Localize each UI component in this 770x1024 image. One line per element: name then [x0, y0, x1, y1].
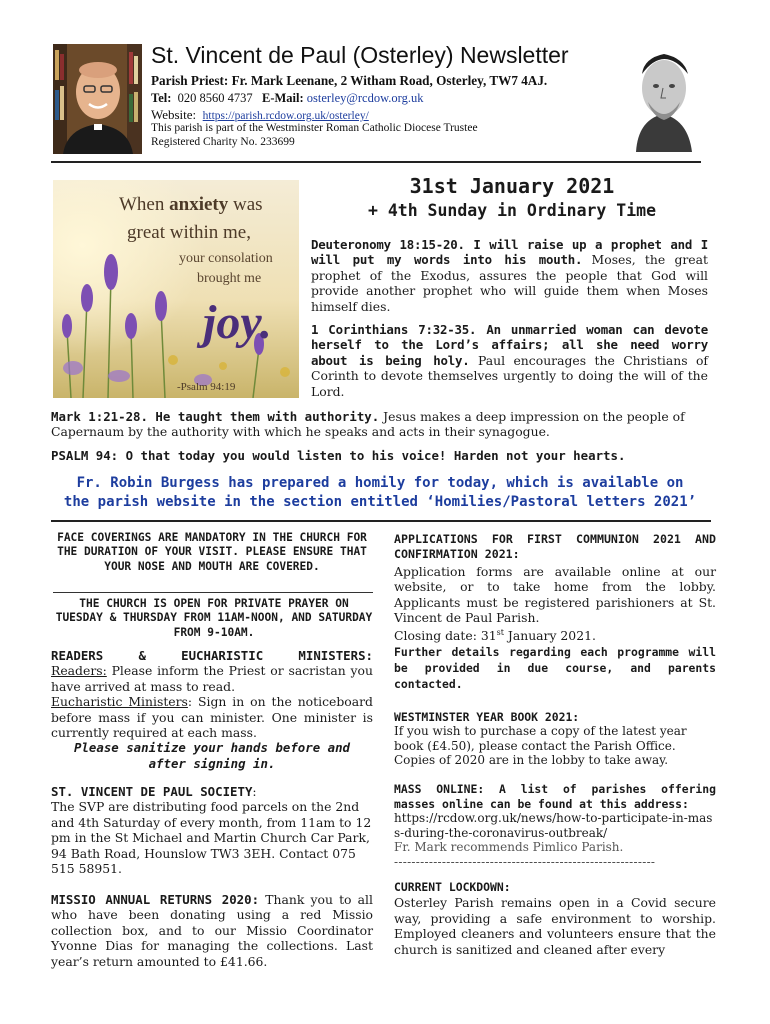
- communion-heading: APPLICATIONS FOR FIRST COMMUNION 2021 AND CONFIRMATION 2021:: [394, 532, 716, 562]
- em-label: Eucharistic Ministers: [51, 694, 188, 710]
- quote-line3: your consolation: [179, 251, 273, 266]
- notice-divider: [53, 592, 373, 593]
- homily-note: Fr. Robin Burgess has prepared a homily for today, which is available on the parish website in the section entitled ‘Homilies/Pastoral letters 2021’: [63, 475, 697, 510]
- tel-label: Tel:: [151, 91, 172, 105]
- lockdown-section: [394, 880, 716, 957]
- face-coverings-notice: FACE COVERINGS ARE MANDATORY IN THE CHURCH FOR THE DURATION OF YOUR VISIT. PLEASE ENSURE THAT YOUR NOSE AND MOUTH ARE COVERED.: [57, 531, 367, 573]
- communion-text: Application forms are available online at our website, or to take home from the lobby. Applicants must be registered parishioners at St. Vincent de Paul Parish.: [394, 563, 716, 626]
- communion-section: [394, 532, 716, 692]
- missio-section: [51, 892, 373, 969]
- liturgical-day: + 4th Sunday in Ordinary Time: [367, 201, 657, 220]
- closing-suffix: January 2021.: [503, 628, 596, 644]
- closing-prefix: Closing date: 31: [394, 628, 497, 644]
- ministers-heading: READERS & EUCHARISTIC MINISTERS:: [51, 648, 373, 663]
- mass-online-url[interactable]: https://rcdow.org.uk/news/how-to-participate-in-mass-during-the-coronavirus-outbreak/: [394, 811, 713, 840]
- readings-block: [311, 237, 708, 407]
- lockdown-text: Osterley Parish remains open in a Covid secure way, providing a safe environment to worship. Employed cleaners and volunteers ensure that the church is sanitized and cleaned after every: [394, 895, 716, 957]
- lockdown-heading: CURRENT LOCKDOWN:: [394, 880, 511, 894]
- second-reading-title: 1 Corinthians 7:32-35. An unmarried woman can devote herself to the Lord’s affairs; all she need worry about is being holy.: [311, 322, 708, 368]
- svp-text: The SVP are distributing food parcels on the 2nd and 4th Saturday of every month, from 11am to 12 pm in the St Michael and Martin Church Car Park, 94 Bath Road, Hounslow TW3 3EH. Contact 075 515 58951.: [51, 799, 372, 877]
- header-divider: [51, 161, 701, 163]
- yearbook-heading: WESTMINSTER YEAR BOOK 2021:: [394, 710, 580, 724]
- priest-line: [151, 73, 547, 89]
- yearbook-text: If you wish to purchase a copy of the latest year book (£4.50), please contact the Parish Office. Copies of 2020 are in the lobby to take away.: [394, 724, 687, 768]
- priest-label: Parish Priest:: [151, 73, 229, 88]
- mass-online-text: MASS ONLINE: A list of parishes offering masses online can be found at this address:: [394, 782, 716, 811]
- mass-online-section: [394, 782, 716, 870]
- readers-body: Please inform the Priest or sacristan you have arrived at mass to read.: [51, 663, 373, 694]
- quote-line1b: anxiety: [169, 194, 229, 215]
- psalm-quote-image: [53, 180, 299, 398]
- gospel-title: Mark 1:21-28. He taught them with authority.: [51, 409, 380, 424]
- contact-line: [151, 91, 424, 106]
- second-reading: [311, 322, 708, 399]
- charity-line: Registered Charity No. 233699: [151, 136, 295, 148]
- saint-vincent-portrait: [626, 40, 700, 152]
- closing-date: [394, 625, 716, 644]
- website-link[interactable]: https://parish.rcdow.org.uk/osterley/: [202, 110, 369, 122]
- first-reading: [311, 237, 708, 314]
- svg-text:When anxiety was: [119, 194, 263, 215]
- em-body: : Sign in on the noticeboard before mass if you can minister. One minister is currently required at each mass.: [51, 694, 373, 741]
- readers-label: Readers:: [51, 663, 107, 679]
- gospel-reading: [51, 409, 711, 440]
- newsletter-date: 31st January 2021: [409, 174, 615, 198]
- gospel-text: Jesus makes a deep impression on the people of Capernaum by the authority with which he speaks and acts in their synagogue.: [51, 409, 685, 440]
- readers-text: [51, 663, 373, 694]
- quote-line2: great within me,: [127, 222, 251, 243]
- closing-sup: st: [496, 628, 504, 638]
- website-line: [151, 107, 369, 123]
- church-open-notice: THE CHURCH IS OPEN FOR PRIVATE PRAYER ON TUESDAY & THURSDAY FROM 11AM-NOON, AND SATURDAY FROM 9-10AM.: [55, 597, 373, 639]
- ministers-section: [51, 648, 373, 771]
- first-reading-title: Deuteronomy 18:15-20. I will raise up a prophet and I will put my words into his mouth.: [311, 237, 708, 268]
- further-details: Further details regarding each programme will be provided in due course, and parents contacted.: [394, 644, 716, 691]
- quote-line1c: was: [228, 194, 263, 215]
- parish-priest-photo: [53, 44, 142, 154]
- yearbook-section: [394, 710, 716, 768]
- website-label: Website:: [151, 107, 197, 122]
- second-reading-text: Paul encourages the Christians of Corinth to devote themselves urgently to doing the will of the Lord.: [311, 352, 709, 399]
- section-divider: [51, 520, 711, 522]
- quote-line1a: When: [119, 194, 170, 215]
- dashed-divider: ------------------------------------------------------------: [394, 854, 656, 869]
- quote-ref: -Psalm 94:19: [177, 381, 236, 393]
- email-label: E-Mail:: [262, 91, 304, 105]
- quote-line4: brought me: [197, 271, 262, 286]
- svp-section: [51, 784, 373, 876]
- newsletter-title: St. Vincent de Paul (Osterley) Newsletter: [151, 42, 569, 68]
- psalm-response: [51, 448, 711, 463]
- svp-colon: :: [252, 784, 257, 799]
- tel-value: 020 8560 4737: [177, 91, 253, 105]
- mass-recommend: Fr. Mark recommends Pimlico Parish.: [394, 840, 624, 855]
- quote-joy: joy.: [203, 296, 272, 349]
- sanitize-note: Please sanitize your hands before and after signing in.: [73, 740, 350, 771]
- svp-heading: ST. VINCENT DE PAUL SOCIETY: [51, 784, 253, 799]
- diocese-line: This parish is part of the Westminster Roman Catholic Diocese Trustee: [151, 122, 478, 134]
- missio-heading: MISSIO ANNUAL RETURNS 2020:: [51, 892, 260, 907]
- first-reading-text: Moses, the great prophet of the Exodus, assures the people that God will provide another prophet who will guide them when Moses himself dies.: [311, 252, 708, 314]
- priest-value: Fr. Mark Leenane, 2 Witham Road, Osterley, TW7 4AJ.: [231, 73, 548, 88]
- missio-text: Thank you to all who have been donating using a red Missio collection box, and to our Missio Coordinator Yvonne Dias for managing the collections. Last year’s return amounted to £41.66.: [51, 892, 373, 969]
- em-text: [51, 694, 373, 740]
- psalm-text: PSALM 94: O that today you would listen to his voice! Harden not your hearts.: [51, 448, 626, 463]
- email-link[interactable]: osterley@rcdow.org.uk: [306, 91, 424, 105]
